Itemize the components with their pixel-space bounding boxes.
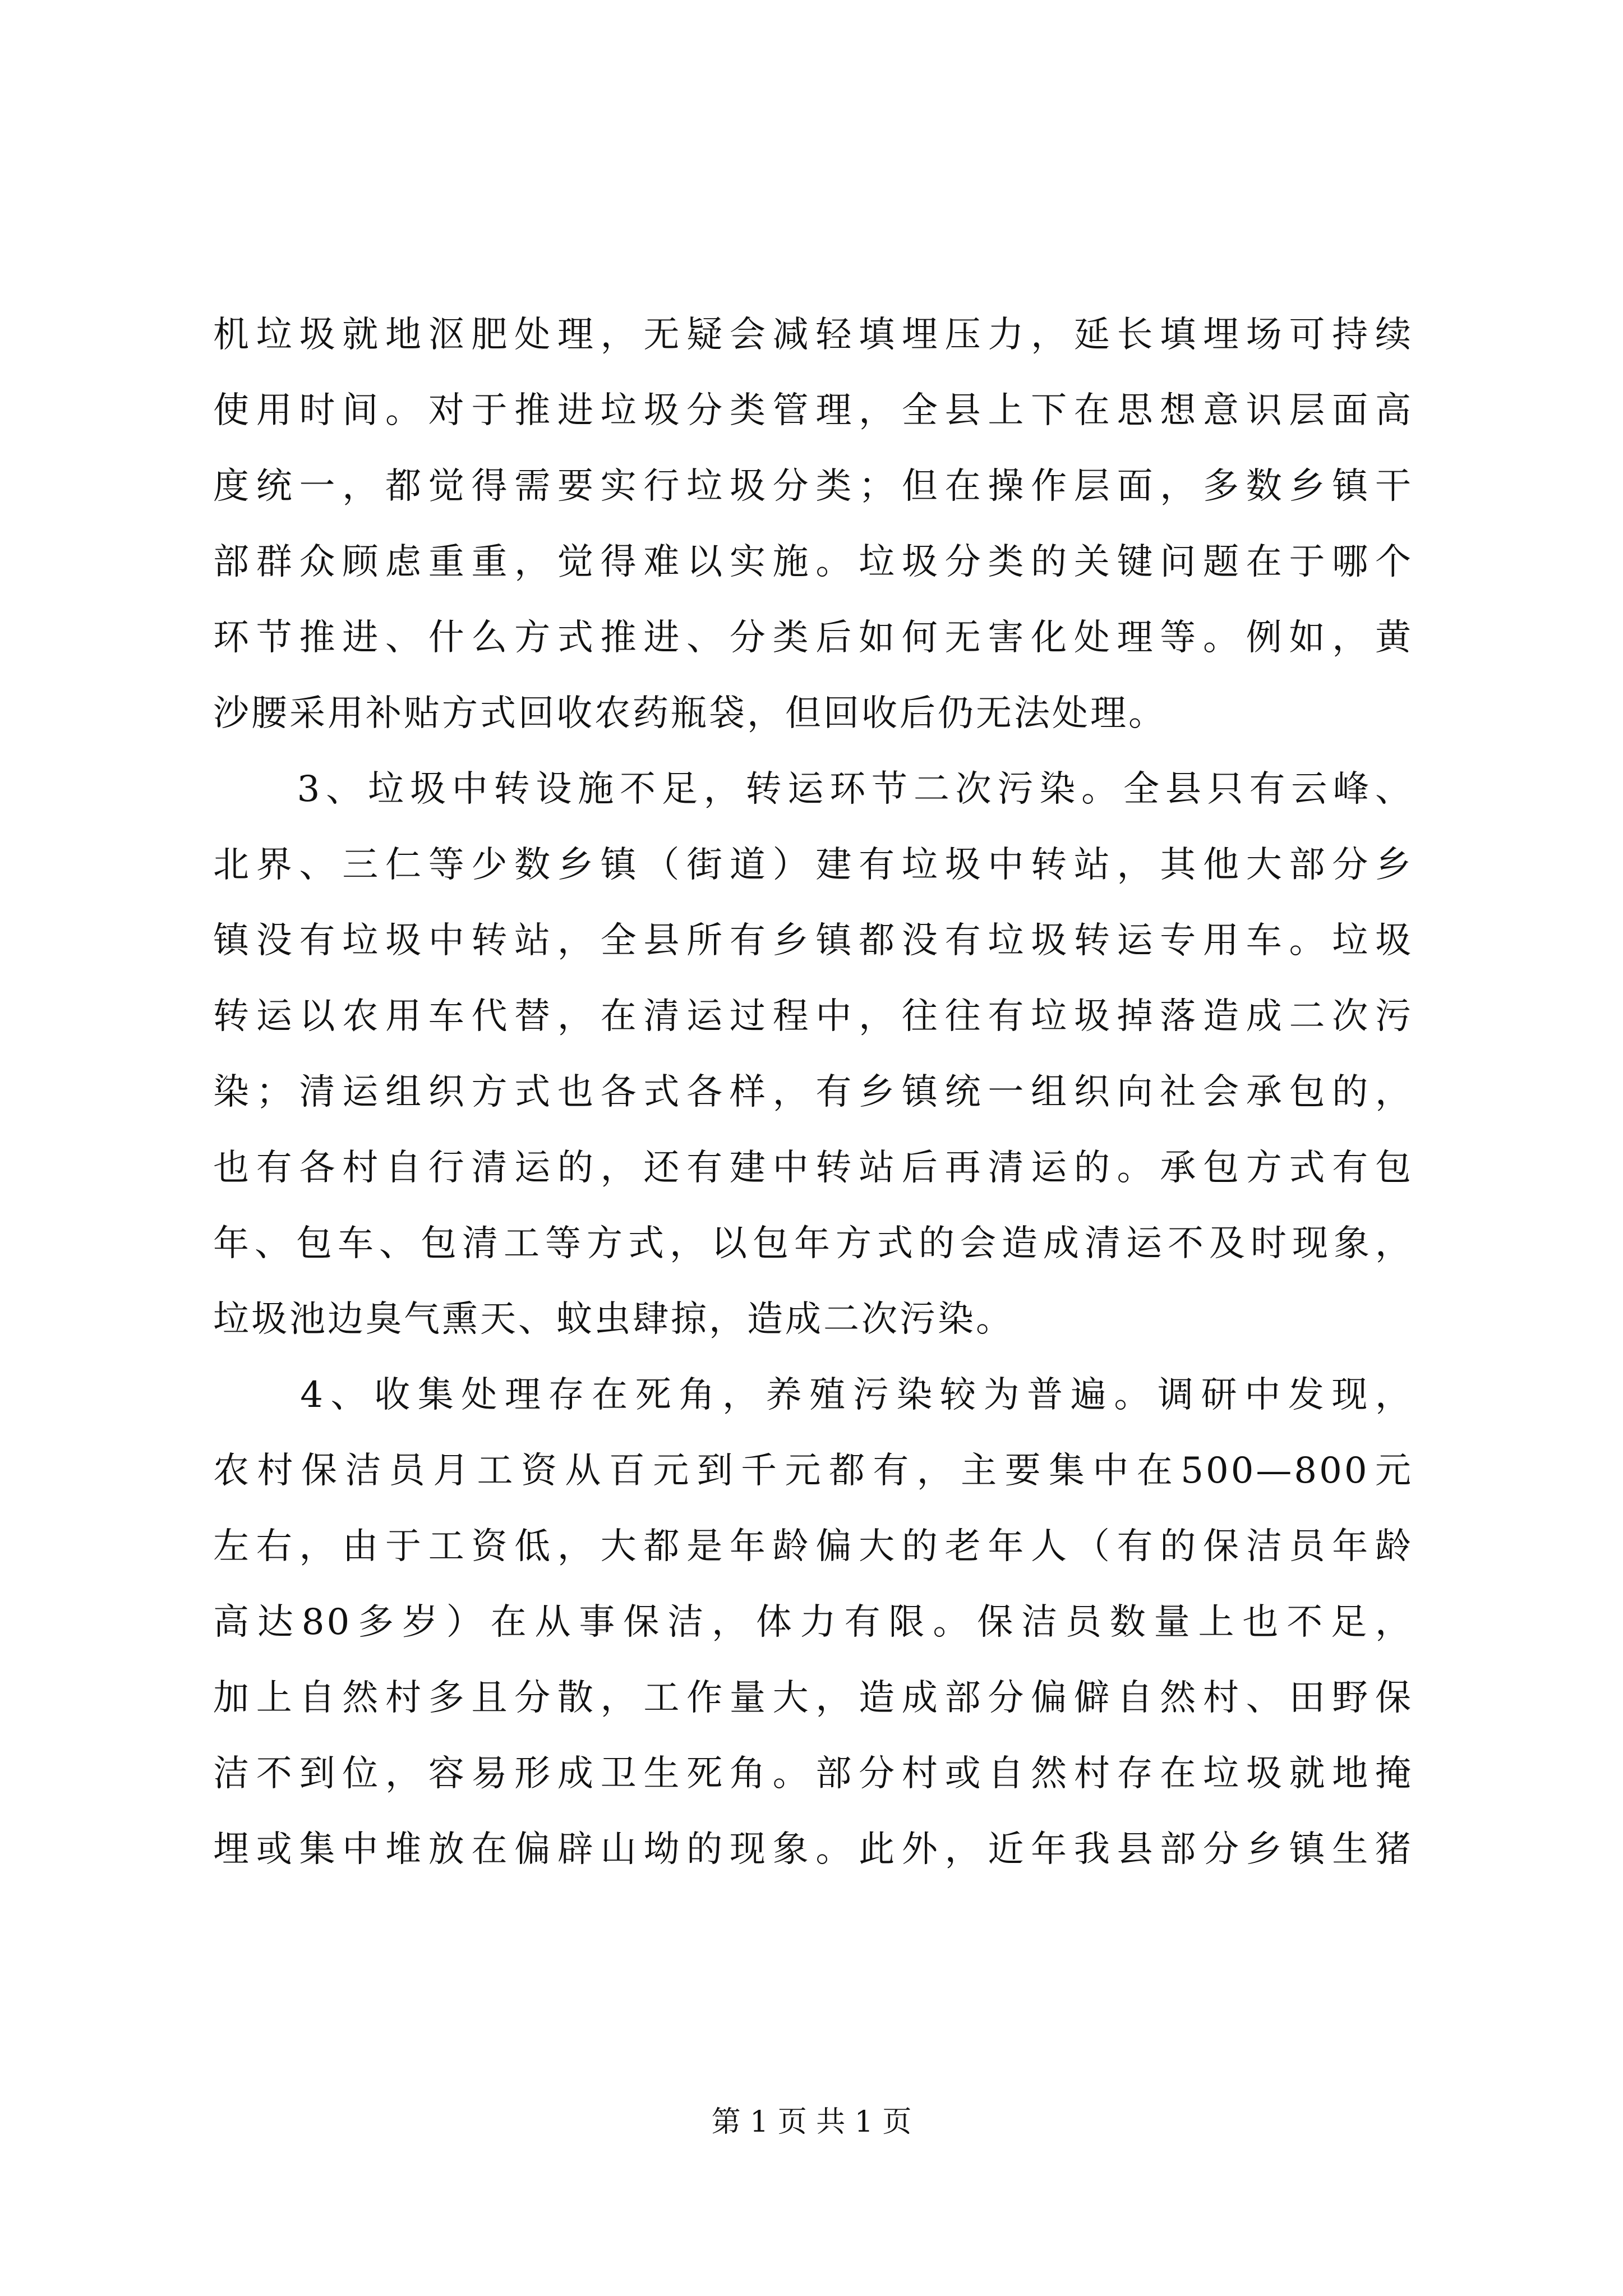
document-body bbox=[213, 297, 1413, 1888]
text-line: 环节推进、什么方式推进、分类后如何无害化处理等。例如，黄 bbox=[213, 617, 1413, 659]
text-line: 农村保洁员月工资从百元到千元都有，主要集中在500—800元 bbox=[213, 1450, 1413, 1492]
text-line: 转运以农用车代替，在清运过程中，往往有垃圾掉落造成二次污 bbox=[213, 996, 1413, 1037]
text-line: 洁不到位，容易形成卫生死角。部分村或自然村存在垃圾就地掩 bbox=[213, 1753, 1413, 1795]
text-line: 度统一，都觉得需要实行垃圾分类；但在操作层面，多数乡镇干 bbox=[213, 466, 1413, 507]
text-line: 机垃圾就地沤肥处理，无疑会减轻填埋压力，延长填埋场可持续 bbox=[213, 314, 1413, 356]
text-line: 沙腰采用补贴方式回收农药瓶袋，但回收后仍无法处理。 bbox=[213, 693, 1166, 734]
text-line: 左右，由于工资低，大都是年龄偏大的老年人（有的保洁员年龄 bbox=[213, 1526, 1413, 1567]
text-line: 埋或集中堆放在偏辟山坳的现象。此外，近年我县部分乡镇生猪 bbox=[213, 1829, 1413, 1870]
text-line: 4、收集处理存在死角，养殖污染较为普遍。调研中发现， bbox=[213, 1374, 1413, 1416]
text-line: 年、包车、包清工等方式，以包年方式的会造成清运不及时现象， bbox=[213, 1223, 1413, 1264]
text-line: 也有各村自行清运的，还有建中转站后再清运的。承包方式有包 bbox=[213, 1147, 1413, 1189]
text-line: 北界、三仁等少数乡镇（街道）建有垃圾中转站，其他大部分乡 bbox=[213, 844, 1413, 886]
text-line: 垃圾池边臭气熏天、蚊虫肆掠，造成二次污染。 bbox=[213, 1299, 1014, 1340]
text-line: 加上自然村多且分散，工作量大，造成部分偏僻自然村、田野保 bbox=[213, 1677, 1413, 1719]
text-line: 部群众顾虑重重，觉得难以实施。垃圾分类的关键问题在于哪个 bbox=[213, 541, 1413, 583]
text-line: 染；清运组织方式也各式各样，有乡镇统一组织向社会承包的， bbox=[213, 1071, 1413, 1113]
text-line: 高达80多岁）在从事保洁，体力有限。保洁员数量上也不足， bbox=[213, 1602, 1413, 1643]
text-line: 使用时间。对于推进垃圾分类管理，全县上下在思想意识层面高 bbox=[213, 390, 1413, 431]
page-footer: 第 1 页 共 1 页 bbox=[711, 2105, 912, 2139]
text-line: 镇没有垃圾中转站，全县所有乡镇都没有垃圾转运专用车。垃圾 bbox=[213, 920, 1413, 961]
text-line: 3、垃圾中转设施不足，转运环节二次污染。全县只有云峰、 bbox=[213, 769, 1413, 810]
